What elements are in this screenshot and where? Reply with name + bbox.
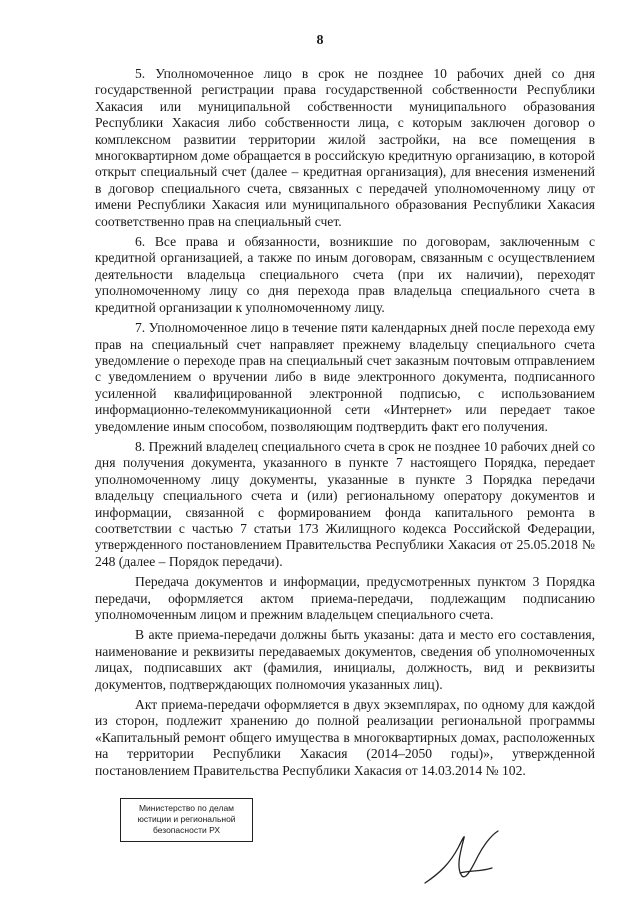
paragraph-6: 6. Все права и обязанности, возникшие по договорам, заключенным с кредитной организацией, а также по иным договорам, связанным с осуществлением деятельности владельца специального счета (при их наличии), переходят уполномоченному лицу со дня перехода прав владельца специального счета в кредитной организации к уполномоченному лицу. <box>95 234 595 315</box>
stamp-line-3: безопасности РХ <box>152 825 221 835</box>
paragraph-5: 5. Уполномоченное лицо в срок не позднее 10 рабочих дней со дня государственной регистрации права государственной собственности Республики Хакасия или муниципальной собственности муниципального образования Республики Хакасия либо собственности лица, с которым заключен договор о комплексном развитии территории жилой застройки, на все помещения в многоквартирном доме обращается в российскую кредитную организацию, в которой открыт специальный счет (далее – кредитная организация), для внесения изменений в договор специального счета, связанных с передачей уполномоченному лицу от имени Республики Хакасия или муниципального образования Республики Хакасия соответственно прав на специальный счет. <box>95 66 595 229</box>
page-number: 8 <box>316 33 324 48</box>
paragraph-transfer: Передача документов и информации, предусмотренных пунктом 3 Порядка передачи, оформляется актом приема-передачи, подлежащим подписанию уполномоченным лицом и прежним владельцем специального счета. <box>95 574 595 622</box>
document-body <box>95 66 595 783</box>
ministry-stamp <box>120 798 253 842</box>
stamp-line-1: Министерство по делам <box>138 803 235 813</box>
stamp-line-2: юстиции и региональной <box>137 814 236 824</box>
paragraph-8: 8. Прежний владелец специального счета в срок не позднее 10 рабочих дней со дня получения документа, указанного в пункте 7 настоящего Порядка, передает уполномоченному лицу документы, указанные в пункте 3 Порядка передачи владельцу специального счета и (или) региональному оператору документов и информации, связанной с формированием фонда капитального ремонта в соответствии с частью 7 статьи 173 Жилищного кодекса Российской Федерации, утвержденного постановлением Правительства Республики Хакасия от 25.05.2018 № 248 (далее – Порядок передачи). <box>95 438 595 569</box>
paragraph-act-contents: В акте приема-передачи должны быть указаны: дата и место его составления, наименование и реквизиты передаваемых документов, сведения об уполномоченных лицах, подписавших акт (фамилия, инициалы, должность, вид и реквизиты документов, подтверждающих полномочия указанных лиц). <box>95 627 595 692</box>
handwritten-signature <box>420 828 510 888</box>
paragraph-7: 7. Уполномоченное лицо в течение пяти календарных дней после перехода ему прав на специальный счет направляет прежнему владельцу специального счета уведомление о переходе прав на специальный счет заказным почтовым отправлением с уведомлением о вручении либо в виде электронного документа, подписанного усиленной квалифицированной электронной подписью, с использованием информационно-телекоммуникационной сети «Интернет» или передает такое уведомление иным способом, позволяющим подтвердить факт его получения. <box>95 320 595 434</box>
paragraph-act-copies: Акт приема-передачи оформляется в двух экземплярах, по одному для каждой из сторон, подлежит хранению до полной реализации региональной программы «Капитальный ремонт общего имущества в многоквартирных домах, расположенных на территории Республики Хакасия (2014–2050 годы)», утвержденной постановлением Правительства Республики Хакасия от 14.03.2014 № 102. <box>95 697 595 778</box>
